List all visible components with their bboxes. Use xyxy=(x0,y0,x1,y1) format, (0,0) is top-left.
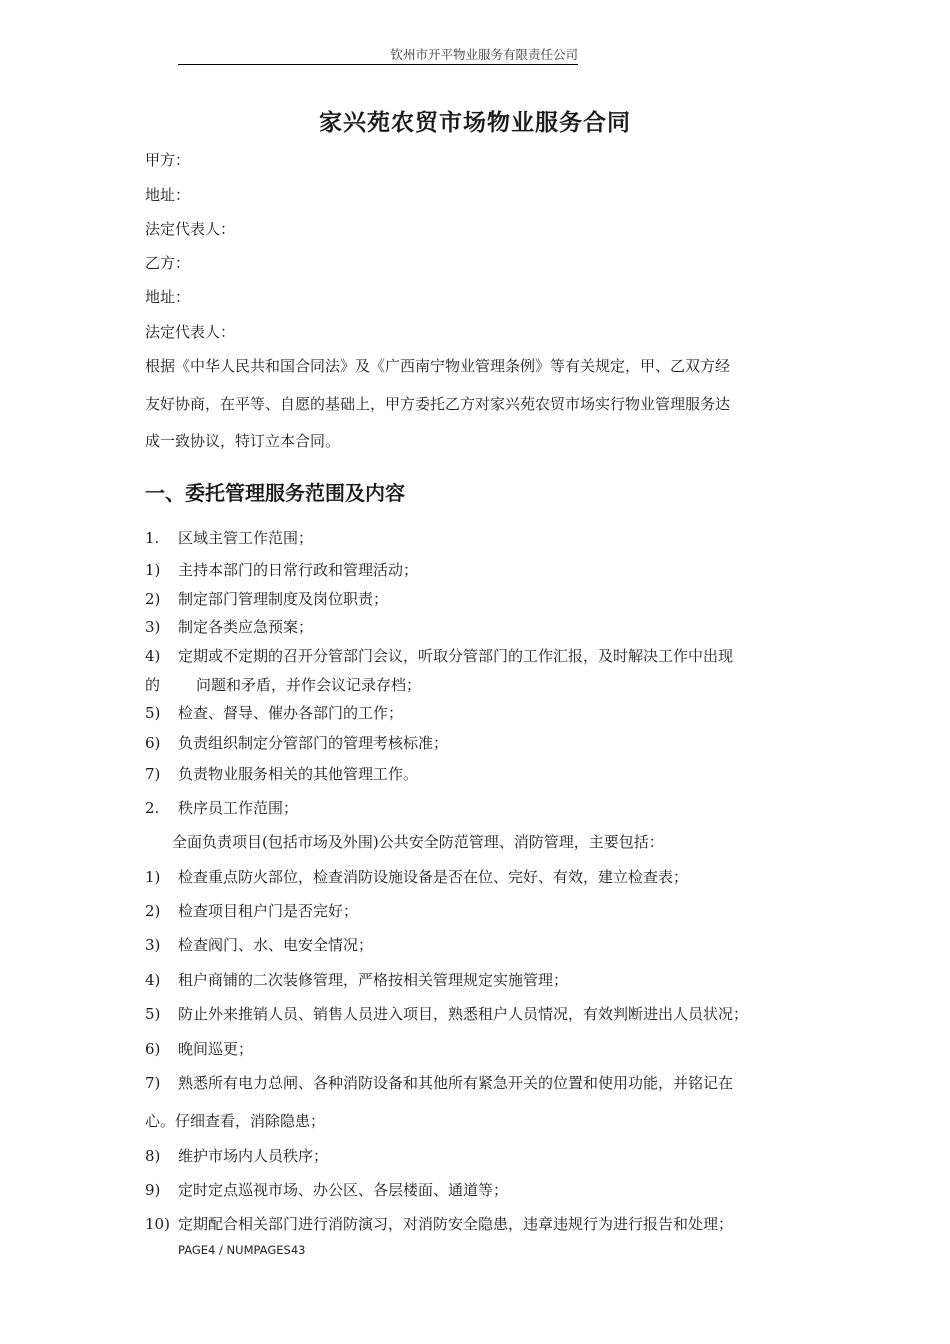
item-text: 定时定点巡视市场、办公区、各层楼面、通道等； xyxy=(178,1181,509,1199)
item-text: 防止外来推销人员、销售人员进入项目，熟悉租户人员情况，有效判断进出人员状况； xyxy=(178,1005,749,1023)
item-text: 负责组织制定分管部门的管理考核标准； xyxy=(178,734,449,752)
item-number: 4) xyxy=(145,971,161,989)
list-item-continued xyxy=(145,1111,325,1131)
list-item xyxy=(145,733,448,753)
item-number: 2) xyxy=(145,590,161,608)
list-item xyxy=(145,589,388,609)
list-item xyxy=(145,1004,748,1024)
item-number: 6) xyxy=(145,1040,161,1058)
security-heading xyxy=(145,798,298,818)
item-number: 7) xyxy=(145,765,161,783)
item-text: 制定各类应急预案； xyxy=(178,618,314,636)
party-b-label: 乙方： xyxy=(145,254,191,272)
item-number: 7) xyxy=(145,1074,161,1092)
item-text: 心。仔细查看，消除隐患； xyxy=(145,1112,326,1130)
item-text: 定期或不定期的召开分管部门会议，听取分管部门的工作汇报，及时解决工作中出现 xyxy=(178,647,734,665)
item-number: 8) xyxy=(145,1147,161,1165)
item-text: 秩序员工作范围； xyxy=(178,799,299,817)
list-item xyxy=(145,867,688,887)
item-text: 维护市场内人员秩序； xyxy=(178,1147,329,1165)
list-item xyxy=(145,1073,733,1093)
item-number: 的 xyxy=(145,676,161,694)
item-text: 检查项目租户门是否完好； xyxy=(178,902,359,920)
list-item xyxy=(145,675,421,695)
list-item xyxy=(145,764,418,784)
item-text: 区域主管工作范围； xyxy=(178,529,314,547)
item-text: 负责物业服务相关的其他管理工作。 xyxy=(178,765,419,783)
item-number: 1. xyxy=(145,529,160,547)
item-number: 9) xyxy=(145,1181,161,1199)
party-a-address: 地址： xyxy=(145,186,191,204)
party-a-representative: 法定代表人： xyxy=(145,220,236,238)
item-text: 检查阀门、水、电安全情况； xyxy=(178,936,374,954)
list-item xyxy=(145,1146,328,1166)
document-title: 家兴苑农贸市场物业服务合同 xyxy=(319,110,631,136)
item-number: 3) xyxy=(145,618,161,636)
item-number: 5) xyxy=(145,1005,161,1023)
list-item xyxy=(145,1180,508,1200)
item-text: 租户商铺的二次装修管理，严格按相关管理规定实施管理； xyxy=(178,971,569,989)
item-text: 晚间巡更； xyxy=(178,1040,254,1058)
intro-line: 成一致协议，特订立本合同。 xyxy=(145,432,341,450)
party-a-label: 甲方： xyxy=(145,151,191,169)
list-item xyxy=(145,901,358,921)
list-item xyxy=(145,1214,733,1234)
item-text: 检查、督导、催办各部门的工作； xyxy=(178,704,404,722)
item-number: 10) xyxy=(145,1215,170,1233)
intro-line: 根据《中华人民共和国合同法》及《广西南宁物业管理条例》等有关规定，甲、乙双方经 xyxy=(145,357,731,375)
item-text: 全面负责项目(包括市场及外围)公共安全防范管理、消防管理，主要包括： xyxy=(172,833,664,851)
area-heading xyxy=(145,528,313,548)
item-number: 5) xyxy=(145,704,161,722)
list-item xyxy=(145,703,403,723)
item-text: 检查重点防火部位，检查消防设施设备是否在位、完好、有效，建立检查表； xyxy=(178,868,689,886)
page-header: 钦州市开平物业服务有限责任公司 xyxy=(178,47,578,65)
party-b-address: 地址： xyxy=(145,288,191,306)
item-text: 问题和矛盾，并作会议记录存档； xyxy=(196,676,422,694)
page-footer: PAGE4 / NUMPAGES43 xyxy=(178,1243,306,1257)
party-b-representative: 法定代表人： xyxy=(145,323,236,341)
list-item xyxy=(145,970,568,990)
item-number: 4) xyxy=(145,647,161,665)
intro-line: 友好协商，在平等、自愿的基础上，甲方委托乙方对家兴苑农贸市场实行物业管理服务达 xyxy=(145,395,731,413)
item-number: 6) xyxy=(145,734,161,752)
list-item xyxy=(145,646,733,666)
item-number: 2) xyxy=(145,902,161,920)
section-heading: 一、委托管理服务范围及内容 xyxy=(145,481,405,505)
item-text: 主持本部门的日常行政和管理活动； xyxy=(178,561,419,579)
item-text: 定期配合相关部门进行消防演习，对消防安全隐患，违章违规行为进行报告和处理； xyxy=(178,1215,734,1233)
item-number: 1) xyxy=(145,868,161,886)
item-text: 熟悉所有电力总闸、各种消防设备和其他所有紧急开关的位置和使用功能，并铭记在 xyxy=(178,1074,734,1092)
item-number: 2. xyxy=(145,799,160,817)
item-number: 1) xyxy=(145,561,161,579)
item-text: 制定部门管理制度及岗位职责； xyxy=(178,590,389,608)
list-item xyxy=(145,617,313,637)
item-number: 3) xyxy=(145,936,161,954)
security-lead xyxy=(145,832,664,852)
list-item xyxy=(145,560,418,580)
list-item xyxy=(145,935,373,955)
list-item xyxy=(145,1039,253,1059)
